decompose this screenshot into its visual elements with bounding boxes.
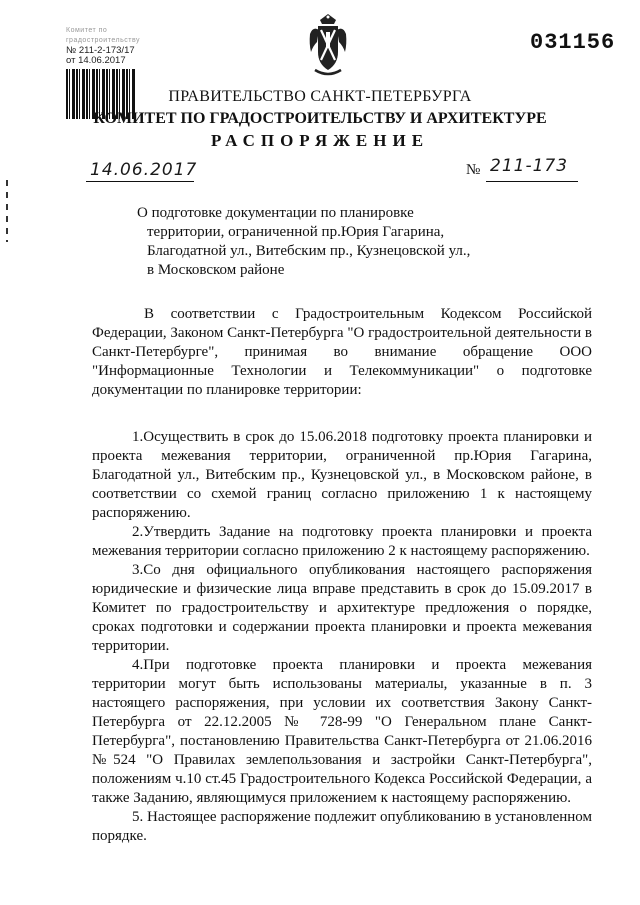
coat-of-arms-icon [307, 12, 349, 80]
order-item: 5. Настоящее распоряжение подлежит опубликованию в установленном порядке. [92, 809, 592, 844]
order-item: 4.При подготовке проекта планировки и проекта межевания территории могут быть использованы материалы, указанные в п. 3 настоящего распоряжения, при условии их соответствия Закону Санкт-Петербурга от 22.12.2005 № 728-99 "О Генеральном плане Санкт-Петербурга", постановлению Правительства Санкт-Петербурга от 21.06.2016 №524 "О Правилах землепользования и застройки Санкт-Петербурга", положениям ч.10 ст.45 Градостроительного Кодекса Российской Федерации, а также Заданию, являющимуся приложением к настоящему распоряжению. [92, 657, 592, 806]
margin-marks [6, 180, 8, 242]
order-item: 1.Осуществить в срок до 15.06.2018 подготовку проекта планировки и проекта межевания территории, ограниченной пр.Юрия Гагарина, Благодатной ул., Витебским пр., Кузнецовской ул., в Московском районе, в соответствии со схемой границ согласно приложению 1 к настоящему распоряжению. [92, 429, 592, 521]
subject-line: О подготовке документации по планировке [137, 205, 414, 221]
number-label: № [466, 162, 481, 178]
committee-title: КОМИТЕТ ПО ГРАДОСТРОИТЕЛЬСТВУ И АРХИТЕКТУРЕ [93, 110, 547, 127]
order-items [92, 428, 592, 846]
order-item: 2.Утвердить Задание на подготовку проекта планировки и проекта межевания территории согласно приложению 2 к настоящему распоряжению. [92, 524, 592, 559]
document-serial-number: 031156 [530, 30, 616, 55]
stamp-header: Комитет по градостроительству [66, 27, 141, 44]
document-subject [137, 204, 477, 280]
document-type-title: РАСПОРЯЖЕНИЕ [210, 131, 430, 150]
stamp-reg-number: № 211-2-173/17 [66, 45, 135, 56]
subject-line: Благодатной ул., Витебским пр., Кузнецовской ул., [147, 243, 471, 259]
handwritten-date: 14.06.2017 [90, 160, 198, 180]
preamble-paragraph: В соответствии с Градостроительным Кодексом Российской Федерации, Законом Санкт-Петербурга "О градостроительной деятельности в Санкт-Петербурге", принимая во внимание обращение ООО "Информационные Технологии и Телекоммуникации" о подготовке документации по планировке территории: [92, 306, 592, 398]
government-title: ПРАВИТЕЛЬСТВО САНКТ-ПЕТЕРБУРГА [168, 88, 472, 105]
number-underline [486, 181, 578, 182]
handwritten-number: 211-173 [490, 156, 569, 176]
subject-line: территории, ограниченной пр.Юрия Гагарина, [147, 224, 445, 240]
subject-line: в Московском районе [147, 262, 285, 278]
date-underline [86, 181, 194, 182]
stamp-reg-date: от 14.06.2017 [66, 55, 126, 66]
order-item: 3.Со дня официального опубликования настоящего распоряжения юридические и физические лица вправе представить в срок до 15.09.2017 в Комитет по градостроительству и архитектуре предложения о порядке, сроках подготовки и содержании проекта планировки и проекта межевания территории. [92, 562, 592, 654]
